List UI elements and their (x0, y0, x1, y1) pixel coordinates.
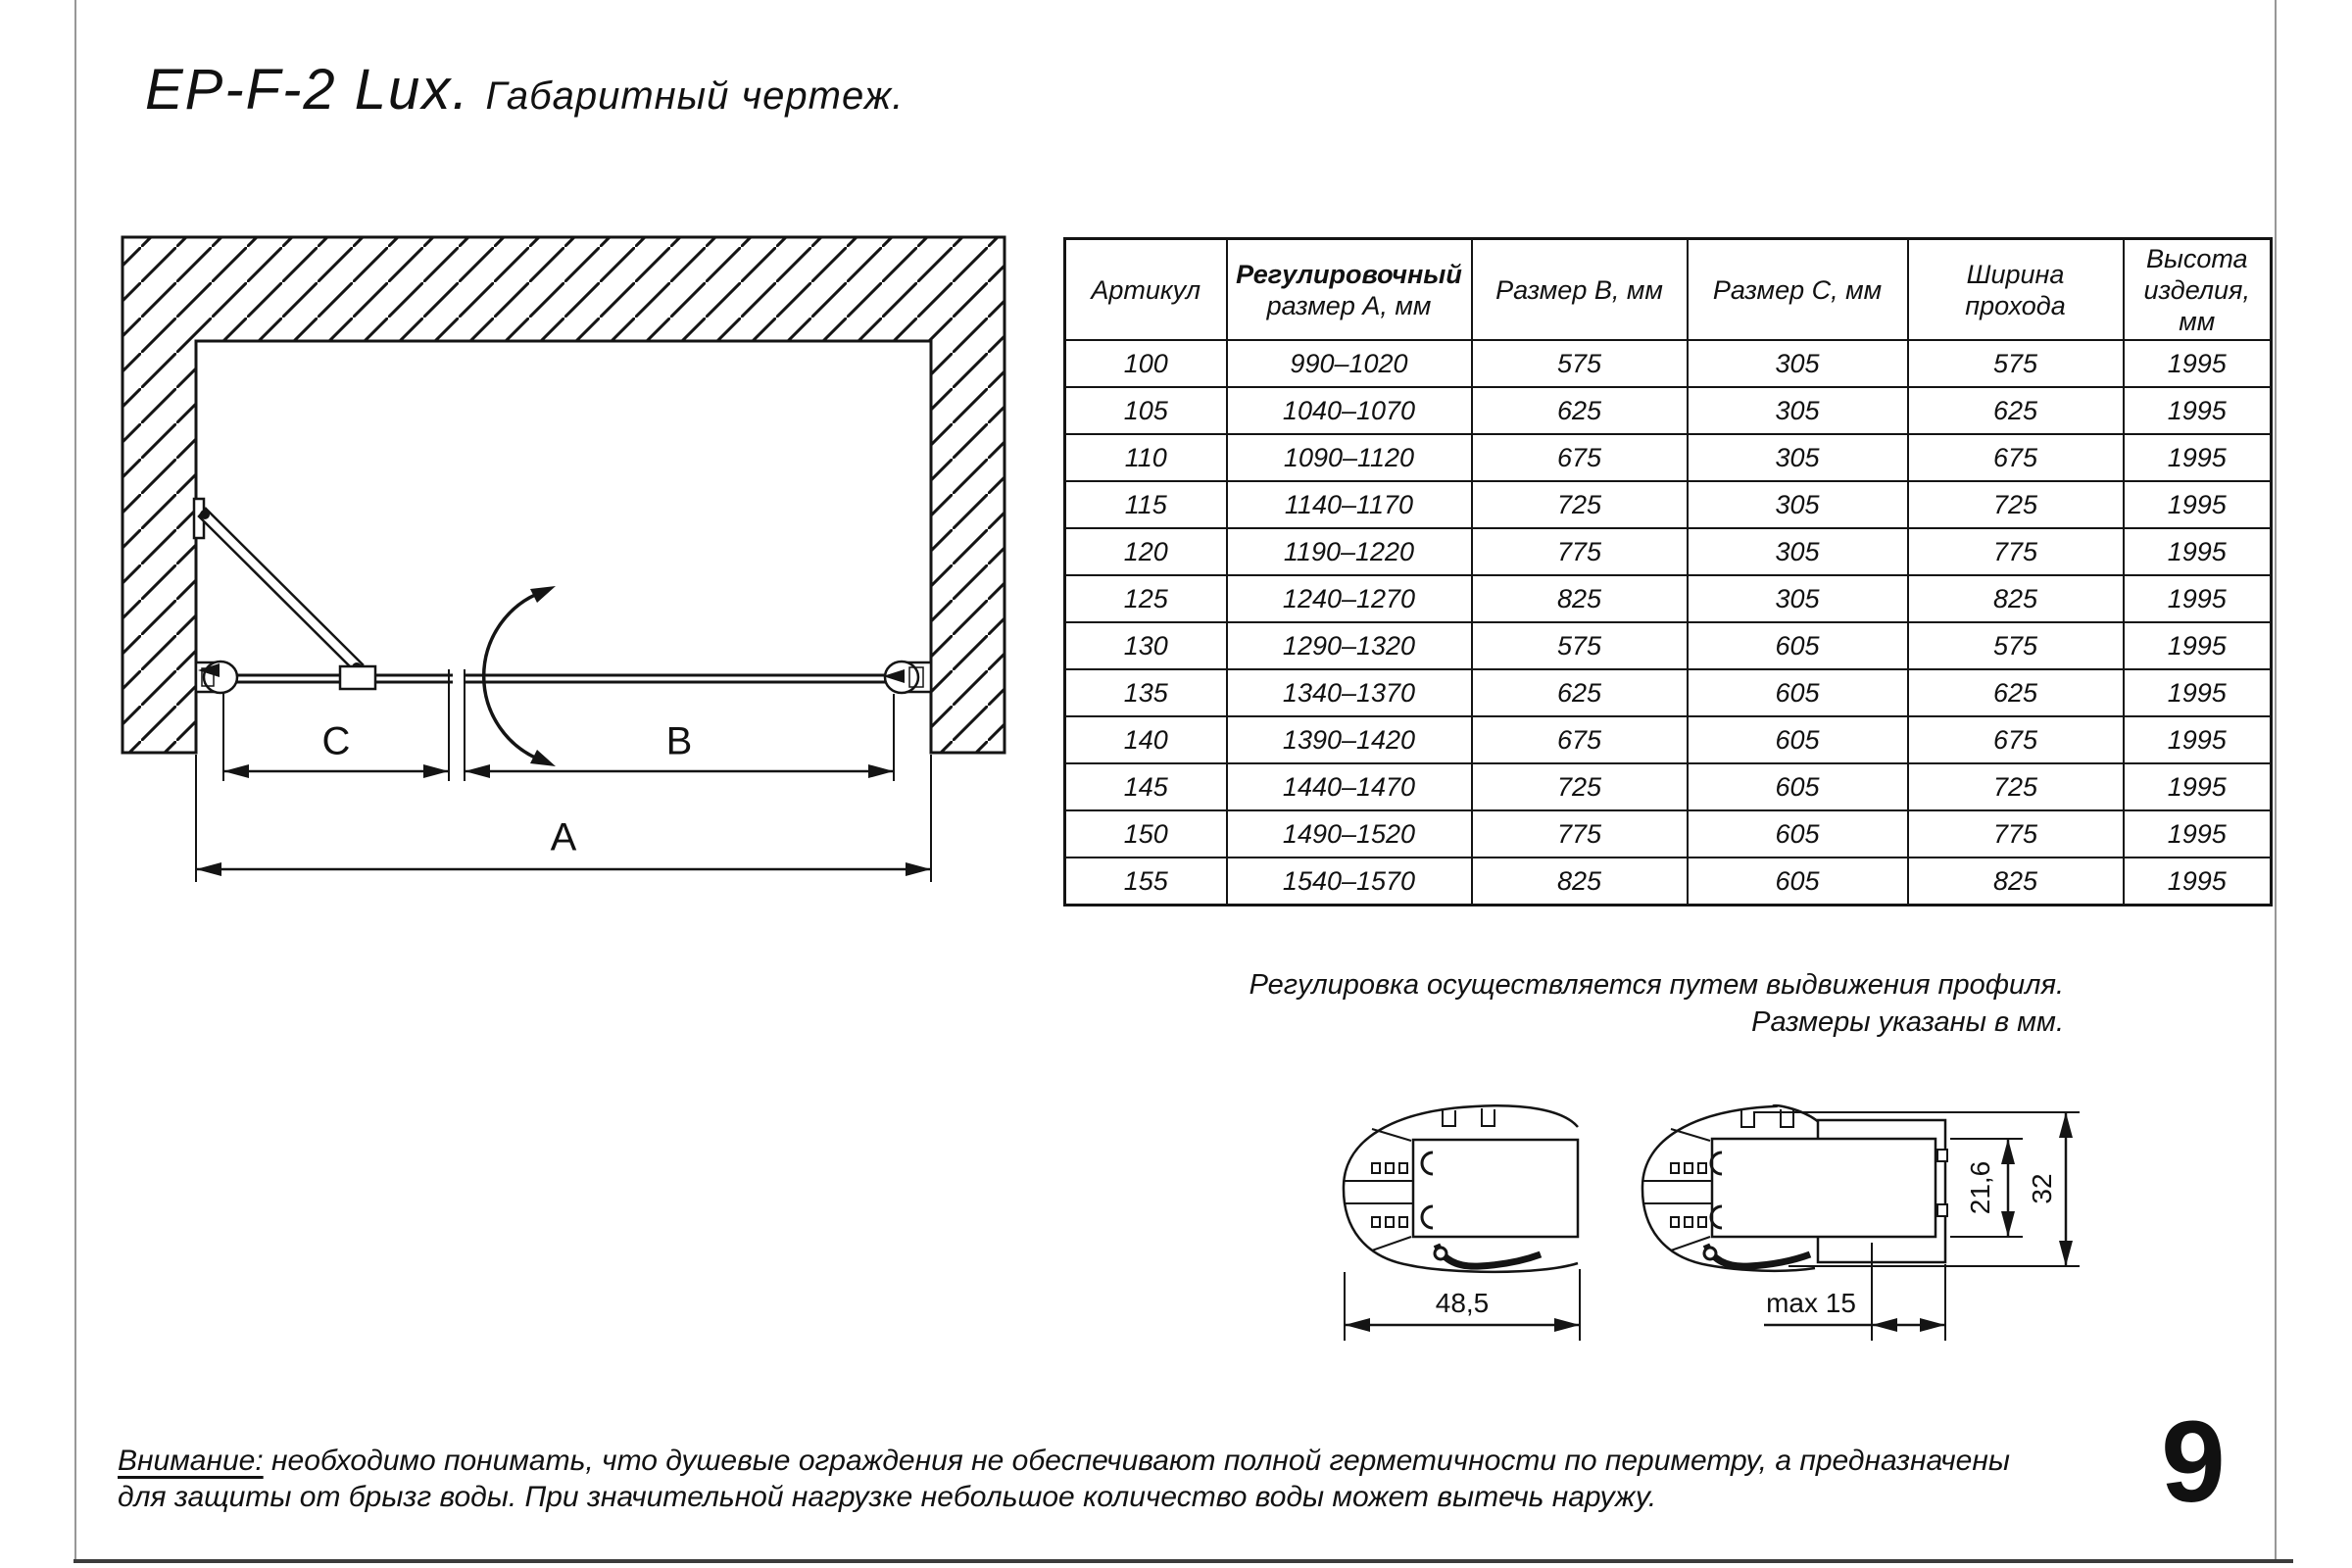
table-row (1065, 763, 2272, 810)
fixed-panel-glass (221, 675, 453, 682)
table-cell: 825 (1908, 575, 2124, 622)
profile-dim-width: 48,5 (1435, 1288, 1490, 1318)
page-title (145, 57, 904, 122)
table-cell: 125 (1065, 575, 1227, 622)
table-row (1065, 387, 2272, 434)
profile-section-left (1344, 1105, 1578, 1272)
table-cell: 1995 (2124, 810, 2272, 858)
dim-label-c: C (321, 719, 351, 763)
table-cell: 1390–1420 (1227, 716, 1472, 763)
table-cell: 305 (1688, 434, 1908, 481)
table-row (1065, 481, 2272, 528)
table-cell: 305 (1688, 528, 1908, 575)
table-cell: 1995 (2124, 340, 2272, 387)
profile-dim-outer-height: 32 (2027, 1173, 2057, 1204)
table-cell: 1140–1170 (1227, 481, 1472, 528)
table-cell: 305 (1688, 387, 1908, 434)
dim-label-b: B (665, 719, 693, 763)
table-cell: 105 (1065, 387, 1227, 434)
table-cell: 675 (1908, 434, 2124, 481)
table-row (1065, 528, 2272, 575)
table-cell: 775 (1908, 528, 2124, 575)
table-cell: 605 (1688, 858, 1908, 906)
dim-label-a: A (550, 815, 577, 859)
table-cell: 1440–1470 (1227, 763, 1472, 810)
table-cell: 990–1020 (1227, 340, 1472, 387)
table-cell: 1995 (2124, 481, 2272, 528)
table-cell: 575 (1908, 340, 2124, 387)
table-cell: 1040–1070 (1227, 387, 1472, 434)
table-cell: 725 (1908, 481, 2124, 528)
table-cell: 675 (1472, 716, 1688, 763)
warning-line-2: для защиты от брызг воды. При значительной нагрузке небольшое количество воды может вытечь наружу. (118, 1481, 1657, 1513)
table-cell: 605 (1688, 622, 1908, 669)
table-cell: 725 (1908, 763, 2124, 810)
table-row (1065, 622, 2272, 669)
table-cell: 140 (1065, 716, 1227, 763)
page-number: 9 (2161, 1397, 2226, 1527)
swing-arrow-down-icon (530, 750, 556, 766)
table-cell: 1290–1320 (1227, 622, 1472, 669)
table-cell: 605 (1688, 669, 1908, 716)
model-name: EP-F-2 Lux. (145, 58, 470, 122)
table-cell: 575 (1472, 622, 1688, 669)
table-cell: 150 (1065, 810, 1227, 858)
table-cell: 605 (1688, 810, 1908, 858)
note-line: Регулировка осуществляется путем выдвижения профиля. (1249, 969, 2064, 1001)
table-cell: 625 (1472, 669, 1688, 716)
table-cell: 575 (1472, 340, 1688, 387)
warning-lead: Внимание: (118, 1445, 264, 1477)
adjustment-notes (1250, 966, 2064, 1041)
header-pass-width: Ширина прохода (1908, 239, 2124, 341)
table-row (1065, 858, 2272, 906)
header-artikul: Артикул (1065, 239, 1227, 341)
table-cell: 775 (1472, 810, 1688, 858)
table-cell: 625 (1908, 387, 2124, 434)
support-brace (194, 499, 363, 672)
table-cell: 625 (1908, 669, 2124, 716)
table-row (1065, 434, 2272, 481)
profile-section-right (1642, 1105, 1947, 1271)
table-cell: 1995 (2124, 858, 2272, 906)
table-cell: 155 (1065, 858, 1227, 906)
table-cell: 1190–1220 (1227, 528, 1472, 575)
title-caption: Габаритный чертеж. (485, 74, 905, 118)
header-size-c: Размер С, мм (1688, 239, 1908, 341)
table-cell: 825 (1472, 575, 1688, 622)
table-cell: 115 (1065, 481, 1227, 528)
table-cell: 725 (1472, 481, 1688, 528)
profile-dim-max: max 15 (1766, 1288, 1856, 1318)
table-cell: 1490–1520 (1227, 810, 1472, 858)
table-cell: 1995 (2124, 716, 2272, 763)
table-row (1065, 716, 2272, 763)
table-cell: 135 (1065, 669, 1227, 716)
table-cell: 675 (1908, 716, 2124, 763)
profile-dim-inner-height: 21,6 (1965, 1160, 1995, 1215)
table-row (1065, 340, 2272, 387)
table-cell: 605 (1688, 716, 1908, 763)
right-wall-profile (883, 662, 931, 693)
table-cell: 130 (1065, 622, 1227, 669)
table-cell: 145 (1065, 763, 1227, 810)
table-cell: 675 (1472, 434, 1688, 481)
table-cell: 1995 (2124, 387, 2272, 434)
table-cell: 725 (1472, 763, 1688, 810)
header-adjust-size-a: Регулировочный размер А, мм (1227, 239, 1472, 341)
size-spec-table (1063, 237, 2273, 906)
table-cell: 605 (1688, 763, 1908, 810)
note-line: Размеры указаны в мм. (1751, 1006, 2064, 1038)
table-cell: 1995 (2124, 528, 2272, 575)
header-product-height: Высота изделия, мм (2124, 239, 2272, 341)
table-header (1065, 239, 2272, 341)
table-cell: 305 (1688, 575, 1908, 622)
table-cell: 1995 (2124, 669, 2272, 716)
table-body (1065, 340, 2272, 906)
header-size-b: Размер В, мм (1472, 239, 1688, 341)
table-cell: 100 (1065, 340, 1227, 387)
table-cell: 1240–1270 (1227, 575, 1472, 622)
warning-note (118, 1443, 2068, 1515)
table-cell: 120 (1065, 528, 1227, 575)
table-cell: 1340–1370 (1227, 669, 1472, 716)
table-cell: 575 (1908, 622, 2124, 669)
table-row (1065, 810, 2272, 858)
table-row (1065, 669, 2272, 716)
table-cell: 1090–1120 (1227, 434, 1472, 481)
table-cell: 1995 (2124, 622, 2272, 669)
table-cell: 625 (1472, 387, 1688, 434)
table-cell: 775 (1908, 810, 2124, 858)
table-cell: 1995 (2124, 434, 2272, 481)
table-cell: 1540–1570 (1227, 858, 1472, 906)
warning-line-1: Внимание: необходимо понимать, что душевые ограждения не обеспечивают полной герметичности по периметру, а предназначены (118, 1445, 2010, 1477)
swing-arrow-up-icon (530, 586, 556, 603)
left-wall-profile (196, 662, 237, 693)
table-cell: 110 (1065, 434, 1227, 481)
table-cell: 305 (1688, 481, 1908, 528)
table-cell: 305 (1688, 340, 1908, 387)
table-cell: 1995 (2124, 575, 2272, 622)
table-cell: 825 (1472, 858, 1688, 906)
table-row (1065, 575, 2272, 622)
door-panel-glass (465, 675, 885, 682)
brace-bracket (340, 666, 375, 689)
table-cell: 1995 (2124, 763, 2272, 810)
table-cell: 775 (1472, 528, 1688, 575)
table-cell: 825 (1908, 858, 2124, 906)
